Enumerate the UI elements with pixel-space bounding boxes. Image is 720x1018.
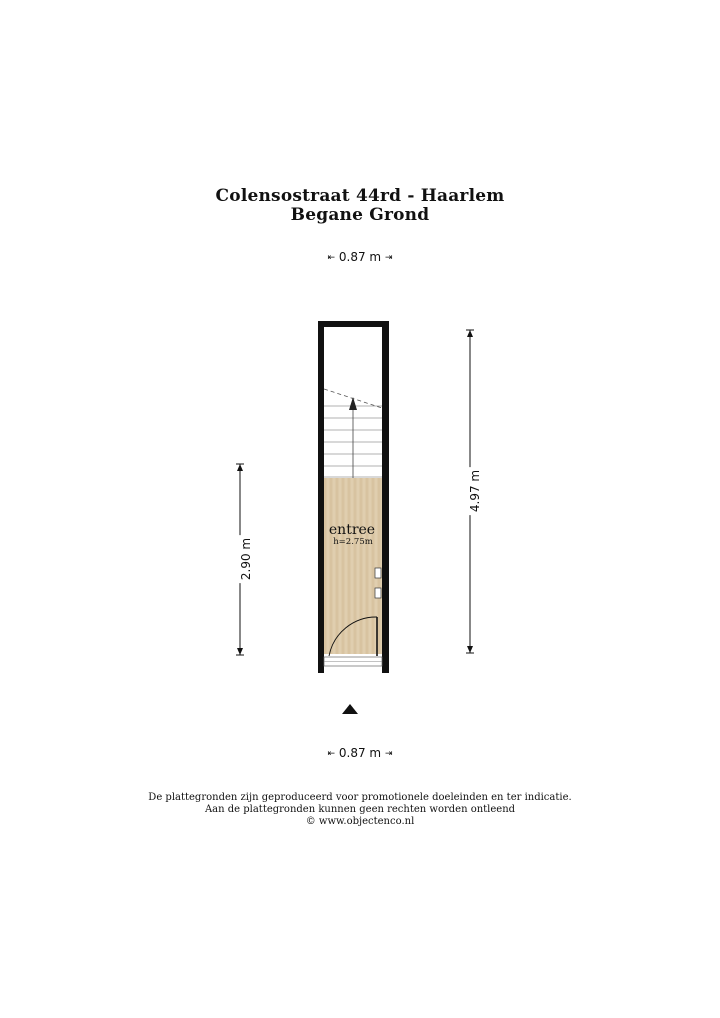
dim-arrow-up-icon xyxy=(237,464,243,471)
dimension-arrow-icon: ⇥ xyxy=(384,253,393,263)
dim-arrow-up-icon xyxy=(467,330,473,337)
width-dimension-bottom xyxy=(0,746,720,760)
dimension-arrow-icon: ⇥ xyxy=(384,749,393,759)
width-dimension-bottom-label: 0.87 m xyxy=(338,746,382,760)
fixture-switch xyxy=(375,568,381,578)
width-dimension-top-label: 0.87 m xyxy=(338,250,382,264)
length-dimension-room-label: 2.90 m xyxy=(239,535,253,583)
fixture-meter xyxy=(375,588,381,598)
entrance-threshold xyxy=(324,657,382,666)
length-dimension-total-label: 4.97 m xyxy=(468,467,482,515)
plan-address-title: Colensostraat 44rd - Haarlem xyxy=(215,186,505,206)
dimension-arrow-icon: ⇤ xyxy=(327,253,336,263)
dimension-arrow-icon: ⇤ xyxy=(327,749,336,759)
room-height-label: h=2.75m xyxy=(333,537,373,547)
wall-top xyxy=(318,321,389,327)
wall-right xyxy=(382,321,389,673)
room-name-label: entree xyxy=(328,522,376,538)
copyright-link[interactable]: © www.objectenco.nl xyxy=(305,816,415,827)
disclaimer-line-1: De plattegronden zijn geproduceerd voor promotionele doeleinden en ter indicatie. xyxy=(148,792,572,803)
entree-floor xyxy=(324,478,382,654)
wall-left xyxy=(318,321,324,673)
dim-arrow-down-icon xyxy=(467,646,473,653)
disclaimer-line-2: Aan de plattegronden kunnen geen rechten worden ontleend xyxy=(204,804,516,815)
dim-arrow-down-icon xyxy=(237,648,243,655)
stair-direction-arrow-icon xyxy=(349,397,357,410)
plan-floor-title: Begane Grond xyxy=(290,205,430,225)
entrance-direction-icon xyxy=(342,704,358,714)
